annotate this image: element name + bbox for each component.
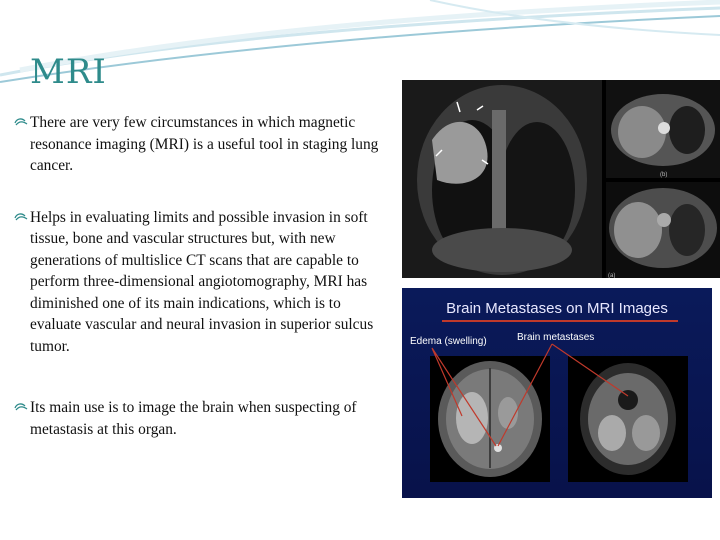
bullet-item: [14, 397, 384, 440]
panel-label-b: (b): [660, 172, 668, 178]
bullet-text: There are very few circumstances in which magnetic resonance imaging (MRI) is a useful tool in staging lung cancer.: [30, 114, 379, 174]
bullet-text: Its main use is to image the brain when suspecting of metastasis at this organ.: [30, 399, 357, 438]
chest-mri-image: [402, 80, 720, 278]
bullet-swirl-icon: [14, 117, 28, 128]
bullet-swirl-icon: [14, 402, 28, 413]
header-swoosh-decoration: [0, 0, 720, 90]
panel-label-a: (a): [608, 273, 616, 278]
brain-scans: [402, 288, 712, 498]
figure-title: Brain Metastases on MRI Images: [446, 300, 668, 317]
bullet-item: [14, 112, 384, 177]
bullet-text: Helps in evaluating limits and possible invasion in soft tissue, bone and vascular structures but, with new generations of multislice CT scans that are capable to perform three-dimensional angiotomography, MRI has diminished one of its main indications, which is to evaluate vascular and neural invasion in superior sulcus tumor.: [30, 208, 374, 355]
bullet-swirl-icon: [14, 212, 28, 223]
edema-label: Edema (swelling): [410, 336, 487, 347]
brain-metastases-figure: [402, 288, 712, 498]
slide-title: MRI: [30, 52, 107, 92]
bullet-item: [14, 207, 384, 358]
bullet-list: [14, 112, 384, 440]
metastases-label: Brain metastases: [517, 332, 595, 343]
